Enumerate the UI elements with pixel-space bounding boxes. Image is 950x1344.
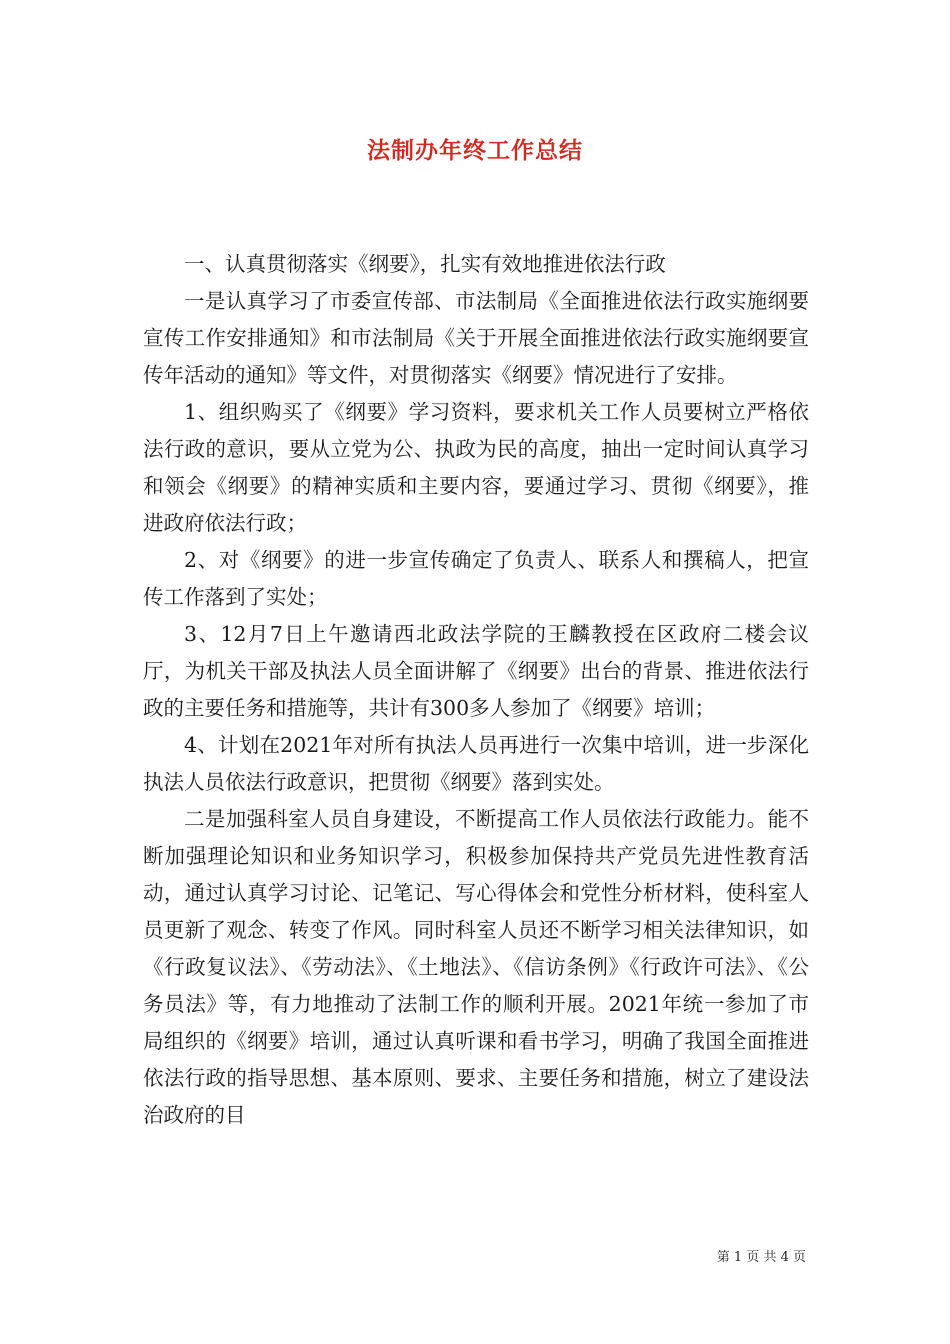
paragraph: 1、组织购买了《纲要》学习资料，要求机关工作人员要树立严格依法行政的意识，要从立党为公、执政为民的高度，抽出一定时间认真学习和领会《纲要》的精神实质和主要内容，要通过学习、贯彻《纲要》，推进政府依法行政；: [143, 400, 809, 535]
paragraph: 一是认真学习了市委宣传部、市法制局《全面推进依法行政实施纲要宣传工作安排通知》和市法制局《关于开展全面推进依法行政实施纲要宣传年活动的通知》等文件，对贯彻落实《纲要》情况进行了安排。: [143, 289, 809, 387]
paragraph: 3、12月7日上午邀请西北政法学院的王麟教授在区政府二楼会议厅，为机关干部及执法人员全面讲解了《纲要》出台的背景、推进依法行政的主要任务和措施等，共计有300多人参加了《纲要》培训；: [143, 622, 809, 720]
paragraph: 二是加强科室人员自身建设，不断提高工作人员依法行政能力。能不断加强理论知识和业务知识学习，积极参加保持共产党员先进性教育活动，通过认真学习讨论、记笔记、写心得体会和党性分析材料，使科室人员更新了观念、转变了作风。同时科室人员还不断学习相关法律知识，如《行政复议法》、《劳动法》、《土地法》、《信访条例》《行政许可法》、《公务员法》等，有力地推动了法制工作的顺利开展。2021年统一参加了市局组织的《纲要》培训，通过认真听课和看书学习，明确了我国全面推进依法行政的指导思想、基本原则、要求、主要任务和措施，树立了建设法治政府的目: [143, 807, 809, 1127]
paragraph-heading-1: 一、认真贯彻落实《纲要》，扎实有效地推进依法行政: [184, 252, 666, 276]
page-number-footer: 第 1 页 共 4 页: [716, 1250, 806, 1265]
document-body: [143, 246, 809, 1134]
paragraph: 4、计划在2021年对所有执法人员再进行一次集中培训，进一步深化执法人员依法行政意识，把贯彻《纲要》落到实处。: [143, 733, 809, 794]
document-title: 法制办年终工作总结: [367, 137, 583, 164]
paragraph: 2、对《纲要》的进一步宣传确定了负责人、联系人和撰稿人，把宣传工作落到了实处；: [143, 548, 809, 609]
